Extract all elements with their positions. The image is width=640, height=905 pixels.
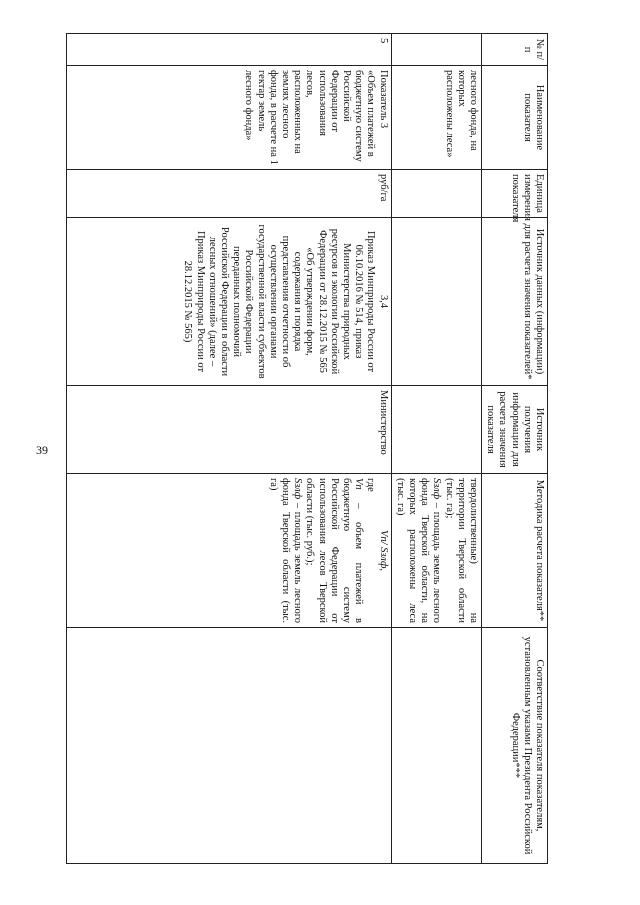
cell-decrees — [66, 628, 391, 864]
cell-num: 5 — [66, 34, 391, 66]
variable-vp: Vп — [353, 478, 365, 490]
cell-unit — [391, 170, 481, 218]
cell-method — [391, 474, 481, 628]
method-variable-desc: – площадь земель лесного фонда Тверской области, на которых расположены леса (тыс. га) — [394, 478, 443, 623]
rotated-table-container — [78, 33, 548, 863]
variable-szlf: Sзлф — [292, 478, 304, 500]
cell-method — [66, 474, 391, 628]
variable-szlf-desc: – площадь земель лесного фонда Тверской области (тыс. га) — [267, 478, 304, 623]
cell-source-info: Министерство — [66, 386, 391, 474]
cell-source-data — [391, 218, 481, 386]
header-source-data: Источник данных (информации) для расчета значения показателей* — [481, 218, 547, 386]
header-unit: Единица измерения показателя — [481, 170, 547, 218]
cell-source-info — [391, 386, 481, 474]
table-row-5 — [66, 34, 391, 864]
table-header-row — [481, 34, 547, 864]
formula: Vп/ Sзлф, — [377, 529, 389, 572]
variable-vp-desc: – объем платежей в бюджетную систему Российской Федерации от использования лесов Тверской области (тыс. руб.); — [304, 478, 365, 623]
cell-source-data — [66, 218, 391, 386]
header-num: № п/п — [481, 34, 547, 66]
method-variable: Sзлф — [431, 478, 443, 500]
cell-name: лесного фонда, на которых расположены леса» — [391, 66, 481, 170]
header-method: Методика расчета показателя** — [481, 474, 547, 628]
page-number: 39 — [36, 443, 48, 457]
indicator-table — [66, 33, 548, 864]
formula-where: где — [365, 478, 377, 492]
method-text: твердолиственные) на территории Тверской области (тыс. га); — [443, 478, 479, 623]
cell-num — [391, 34, 481, 66]
source-data-number: 3,4 — [377, 294, 389, 309]
table-row-continued — [391, 34, 481, 864]
cell-unit: руб/га — [66, 170, 391, 218]
cell-name: Показатель 3 «Объем платежей в бюджетную систему Российской Федерации от использования лесов, расположенных на землях лесного фонда, в расчете на 1 гектар земель лесного фонда» — [66, 66, 391, 170]
header-source-info: Источник получения информации для расчета значения показателя — [481, 386, 547, 474]
header-name: Наименование показателя — [481, 66, 547, 170]
header-decrees: Соответствие показателя показателям, установленным указами Президента Российской Федерации*** — [481, 628, 547, 864]
cell-decrees — [391, 628, 481, 864]
source-data-text: Приказ Минприроды России от 06.10.2016 № 514, приказ Министерства природных ресурсов и экологии Российской Федерации от 28.12.2015 № 565 «Об утверждении форм, содержания и порядка представления отчетности об осуществлении органами государственной власти субъектов Российской Федерации переданных полномочий Российской Федерации в области лесных отношений» (далее – Приказ Минприроды России от 28.12.2015 № 565) — [182, 224, 377, 379]
